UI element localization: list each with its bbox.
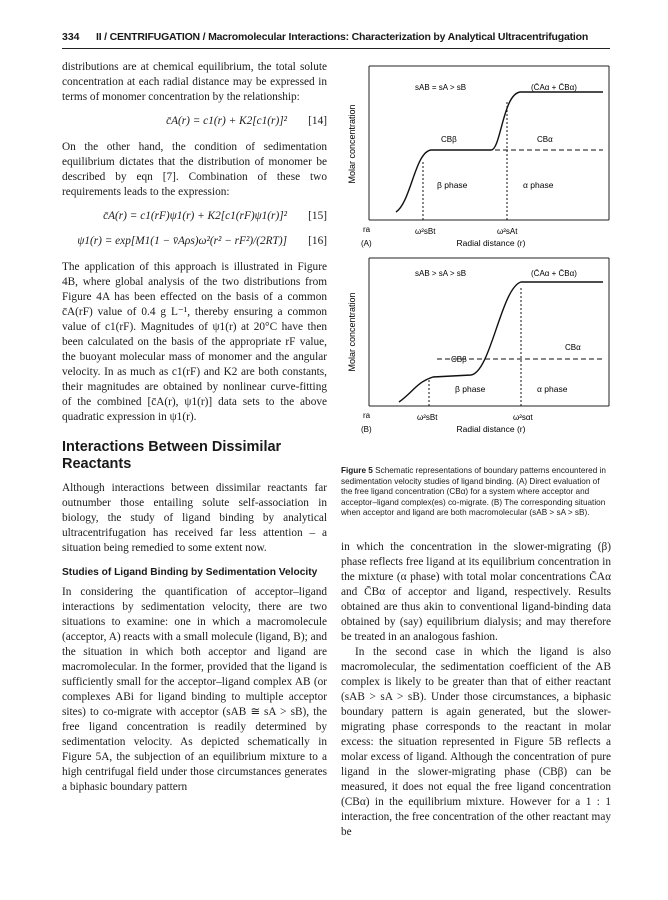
equation-15-expression: c̄A(r) = c1(rF)ψ1(r) + K2[c1(rF)ψ1(r)]² — [103, 210, 287, 222]
right-column — [341, 540, 611, 840]
equation-16 — [62, 235, 327, 250]
left-paragraph-1: distributions are at chemical equilibrium, the total solute concentration at each radial distance may be expressed in terms of monomer concentration by the relationship: — [62, 61, 327, 103]
panel-a-x-label: Radial distance (r) — [456, 238, 526, 248]
panel-b-alpha-phase: α phase — [537, 384, 568, 394]
equation-16-number: [16] — [308, 235, 327, 247]
left-paragraph-3: The application of this approach is illustrated in Figure 4B, where global analysis of the two distributions from Figure 4A has been effected on the basis of a common c̄A(rF) value of 0.4 g L⁻¹, thereby ensuring a common value of c1(rF). Magnitudes of ψ1(r) at 20°C have then been calculated on the basis of the appropriate rF value, the buoyant molecular mass of monomer and the angular velocity. In as much as c1(rF) and K2 are both constants, their magnitudes are obtained by nonlinear curve-fitting of the combined [c̄A(r), ψ1(r)] data sets to the above quadratic expression in ψ1(r). — [62, 261, 327, 423]
panel-a-alpha-conc: CBα — [537, 135, 553, 144]
panel-b-top-label: sAB > sA > sB — [415, 269, 467, 278]
left-paragraph-5: In considering the quantification of acceptor–ligand interactions by sedimentation velocity, there are two situations to examine: one in which a macromolecule (acceptor, A) reacts with a small molecule (ligand, B); and the situation in which both acceptor and ligand are macromolecular. In the former, provided that the ligand is sufficiently small for the acceptor–ligand complex AB (or complexes ABi for ligand binding to multiple acceptor sites) to co-migrate with acceptor (sAB ≅ sA > sB), the free ligand concentration is readily determined by sedimentation velocity. As depicted schematically in Figure 5A, the subjection of an equilibrium mixture to a high centrifugal field under those circumstances generates a biphasic boundary pattern — [62, 586, 327, 793]
page-header — [62, 28, 610, 49]
panel-b-alpha-conc: CBα — [565, 343, 581, 352]
panel-a-y-label: Molar concentration — [347, 104, 357, 184]
panel-b-beta-conc: CBβ — [451, 355, 467, 364]
figure-5 — [341, 62, 611, 462]
figure-caption-text: Schematic representations of boundary patterns encountered in sedimentation velocity studies of ligand binding. (A) Direct evaluation of the free ligand concentration (CBα) for a system where acceptor and acceptor–ligand complex(es) co-migrate. (B) The corresponding situation when acceptor and ligand are both macromolecular (sAB > sA > sB). — [341, 466, 606, 517]
figure-5-svg — [341, 62, 611, 462]
panel-a-tick2-label: ω²sAt — [497, 227, 518, 236]
equation-14-number: [14] — [308, 115, 327, 127]
left-paragraph-4: Although interactions between dissimilar reactants far outnumber those entailing solute self-association in biology, the study of ligand binding by analytical ultracentrifugation has received far less attention – a situation being remedied to some extent now. — [62, 482, 327, 554]
equation-15-number: [15] — [308, 210, 327, 222]
panel-a-top-label: sAB = sA > sB — [415, 83, 467, 92]
running-head: II / CENTRIFUGATION / Macromolecular Interactions: Characterization by Analytical Ultracentrifugation — [96, 31, 589, 43]
panel-a-beta-phase: β phase — [437, 180, 468, 190]
equation-14-expression: c̄A(r) = c1(r) + K2[c1(r)]² — [166, 115, 287, 127]
left-column — [62, 60, 327, 795]
panel-a-tick1-label: ω²sBt — [415, 227, 436, 236]
panel-b-ra: ra — [363, 411, 371, 420]
panel-b-tick1-label: ω²sBt — [417, 413, 438, 422]
panel-b-tick2-label: ω²sαt — [513, 413, 533, 422]
equation-14 — [62, 115, 327, 130]
panel-b-boundary-curve — [399, 282, 603, 402]
figure-caption — [341, 466, 611, 519]
panel-b-label: (B) — [361, 425, 372, 434]
panel-a-label: (A) — [361, 239, 372, 248]
panel-a-total-conc: (C̄Aα + C̄Bα) — [531, 83, 577, 92]
section-heading: Interactions Between Dissimilar Reactants — [62, 439, 282, 472]
panel-a-boundary-curve — [396, 92, 603, 212]
panel-a-ra: ra — [363, 225, 371, 234]
panel-a-alpha-phase: α phase — [523, 180, 554, 190]
page-number: 334 — [62, 31, 80, 43]
panel-b-total-conc: (C̄Aα + C̄Bα) — [531, 269, 577, 278]
panel-b-beta-phase: β phase — [455, 384, 486, 394]
panel-b-y-label: Molar concentration — [347, 292, 357, 372]
panel-a-beta-conc: CBβ — [441, 135, 457, 144]
subsection-heading: Studies of Ligand Binding by Sedimentation Velocity — [62, 567, 318, 578]
panel-b-x-label: Radial distance (r) — [456, 424, 526, 434]
right-paragraph-2: In the second case in which the ligand is also macromolecular, the sedimentation coefficient of the AB complex is likely to be greater than that of either reactant (sAB > sA > sB). Under those circumstances, a biphasic boundary pattern is again generated, but the slower-migrating phase corresponds to the reactant in molar excess: the situation represented in Figure 5B reflects a molar excess of ligand. Although the concentration of pure ligand in the slower-migrating phase (CBβ) can be measured, it does not equal the free ligand concentration (CBα) in the equilibrium mixture. However for a 1 : 1 interaction, the free concentration of the other reactant may be — [341, 646, 611, 838]
right-paragraph-1: in which the concentration in the slower-migrating (β) phase reflects free ligand at its equilibrium concentration in the mixture (α phase) with total molar concentrations C̄Aα and C̄Bα of acceptor and ligand, respectively. Results obtained are thus akin to conventional ligand-binding data obtained by (say) equilibrium dialysis; and may therefore be treated in an analogous fashion. — [341, 541, 611, 643]
equation-15 — [62, 210, 327, 225]
left-paragraph-2: On the other hand, the condition of sedimentation equilibrium dictates that the distribution of monomer be described by eqn [7]. Combination of these two requirements leads to the expression: — [62, 141, 327, 198]
figure-caption-label: Figure 5 — [341, 466, 373, 475]
equation-16-expression: ψ1(r) = exp[M1(1 − v̄Aρs)ω²(r² − rF²)/(2RT)] — [77, 235, 287, 247]
panel-b — [347, 258, 609, 434]
panel-a — [347, 66, 609, 248]
